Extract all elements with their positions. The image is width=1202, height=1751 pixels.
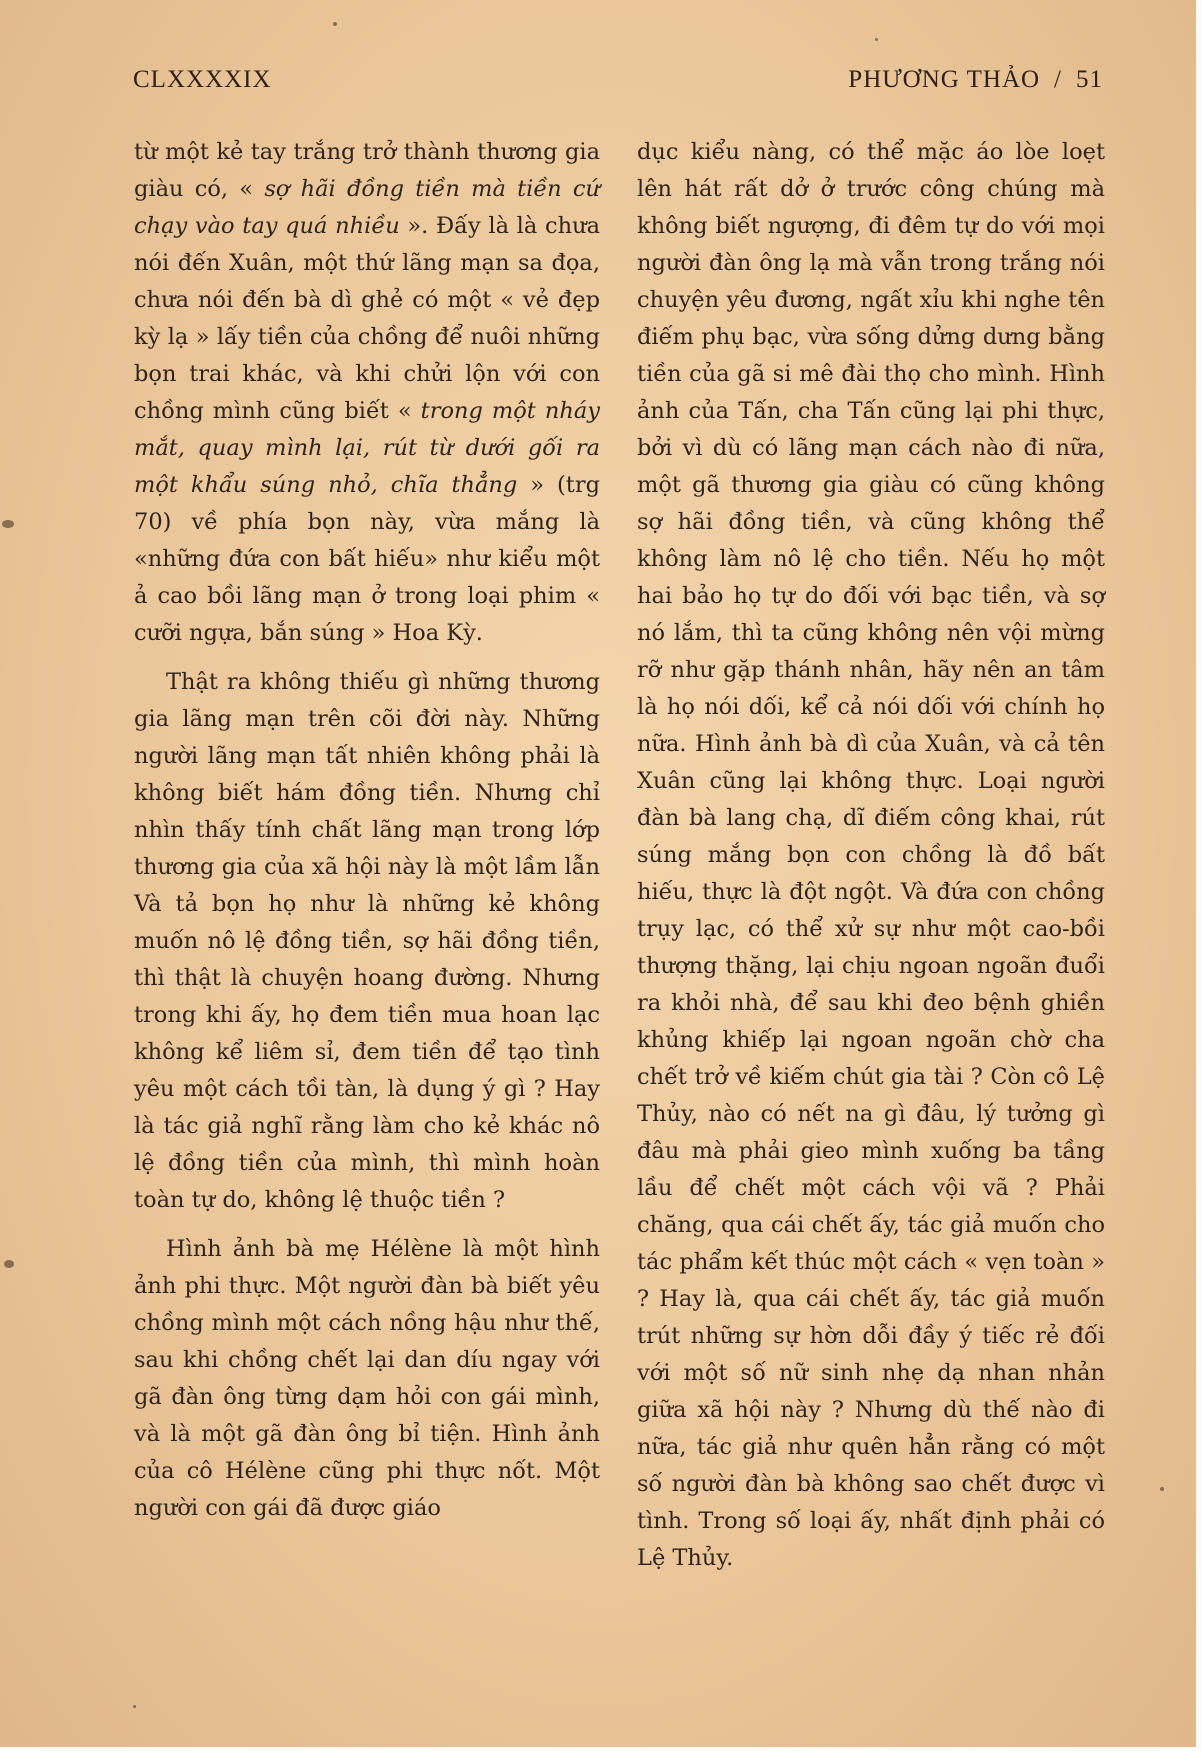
right-column [637,134,1105,1577]
paper-speck [133,1705,136,1708]
quote-italic: sợ hãi đồng tiền mà tiền cứ chạy vào tay quá nhiều [134,176,601,239]
page-header [133,66,1103,106]
book-title: PHƯƠNG THẢO [848,66,1041,93]
scan-edge-bottom [0,1747,1202,1751]
header-separator: / [1054,66,1062,93]
running-head [848,66,1103,94]
quote-italic: trong một nháy mắt, quay mình lại, rút từ dưới gối ra một khẩu súng nhỏ, chĩa thẳng [134,398,600,498]
paper-speck [1160,1487,1164,1491]
paragraph: Hình ảnh bà mẹ Hélène là một hình ảnh phi thực. Một người đàn bà biết yêu chồng mình một cách nồng hậu như thế, sau khi chồng chết lại dan díu ngay với gã đàn ông từng dạm hỏi con gái mình, và là một gã đàn ông bỉ tiện. Hình ảnh của cô Hélène cũng phi thực nốt. Một người con gái đã được giáo [134,1236,600,1521]
text-run: từ một kẻ tay trắng trở thành thương gia giàu có, « [134,139,600,202]
paper-speck [4,1260,14,1268]
paragraph: Thật ra không thiếu gì những thương gia lãng mạn trên cõi đời này. Những người lãng mạn tất nhiên không phải là không biết hám đồng tiền. Nhưng chỉ nhìn thấy tính chất lãng mạn trong lớp thương gia của xã hội này là một lầm lẫn Và tả bọn họ như là những kẻ không muốn nô lệ đồng tiền, sợ hãi đồng tiền, thì thật là chuyện hoang đường. Nhưng trong khi ấy, họ đem tiền mua hoan lạc không kể liêm sỉ, đem tiền để tạo tình yêu một cách tồi tàn, là dụng ý gì ? Hay là tác giả nghĩ rằng làm cho kẻ khác nô lệ đồng tiền của mình, thì mình hoàn toàn tự do, không lệ thuộc tiền ? [134,669,600,1213]
text-run: ». Đấy là là chưa nói đến Xuân, một thứ lãng mạn sa đọa, chưa nói đến bà dì ghẻ có một « vẻ đẹp kỳ lạ » lấy tiền của chồng để nuôi những bọn trai khác, và khi chửi lộn với con chồng mình cũng biết « [134,213,600,424]
chapter-numeral: CLXXXXIX [133,66,272,93]
scan-edge-right [1196,0,1202,1751]
paragraph [134,134,600,652]
paper-speck [333,22,337,26]
page-number: 51 [1076,66,1103,93]
text-run: » (trg 70) về phía bọn này, vừa mắng là «những đứa con bất hiếu» như kiểu một ả cao bồi lãng mạn ở trong loại phim « cưỡi ngựa, bắn súng » Hoa Kỳ. [134,472,600,646]
paper-speck [875,38,878,41]
paper-speck [2,520,14,528]
paragraph: dục kiểu nàng, có thể mặc áo lòe loẹt lên hát rất dở ở trước công chúng mà không biết ngượng, đi đêm tự do với mọi người đàn ông lạ mà vẫn trong trắng nói chuyện yêu đương, ngất xỉu khi nghe tên điếm phụ bạc, vừa sống dửng dưng bằng tiền của gã si mê đài thọ cho mình. Hình ảnh của Tấn, cha Tấn cũng lại phi thực, bởi vì dù có lãng mạn cách nào đi nữa, một gã thương gia giàu có cũng không sợ hãi đồng tiền, và cũng không thể không làm nô lệ cho tiền. Nếu họ một hai bảo họ tự do đối với bạc tiền, và sợ nó lắm, thì ta cũng không nên vội mừng rỡ như gặp thánh nhân, hãy nên an tâm là họ nói dối, kể cả nói dối với chính họ nữa. Hình ảnh bà dì của Xuân, và cả tên Xuân cũng lại không thực. Loại người đàn bà lang chạ, dĩ điếm công khai, rút súng mắng bọn con chồng là đồ bất hiếu, thực là đột ngột. Và đứa con chồng trụy lạc, có thể xử sự như một cao-bồi thượng thặng, lại chịu ngoan ngoãn đuổi ra khỏi nhà, để sau khi đeo bệnh ghiền khủng khiếp lại ngoan ngoãn chờ cha chết trở về kiếm chút gia tài ? Còn cô Lệ Thủy, nào có nết na gì đâu, lý tưởng gì đâu mà phải gieo mình xuống ba tầng lầu để chết một cách vội vã ? Phải chăng, qua cái chết ấy, tác giả muốn cho tác phẩm kết thúc một cách « vẹn toàn » ? Hay là, qua cái chết ấy, tác giả muốn trút những sự hờn dỗi đầy ý tiếc rẻ đối với một số nữ sinh nhẹ dạ nhan nhản giữa xã hội này ? Nhưng dù thế nào đi nữa, tác giả như quên hẳn rằng có một số người đàn bà không sao chết được vì tình. Trong số loại ấy, nhất định phải có Lệ Thủy. [637,139,1105,1571]
left-column [134,134,600,1527]
